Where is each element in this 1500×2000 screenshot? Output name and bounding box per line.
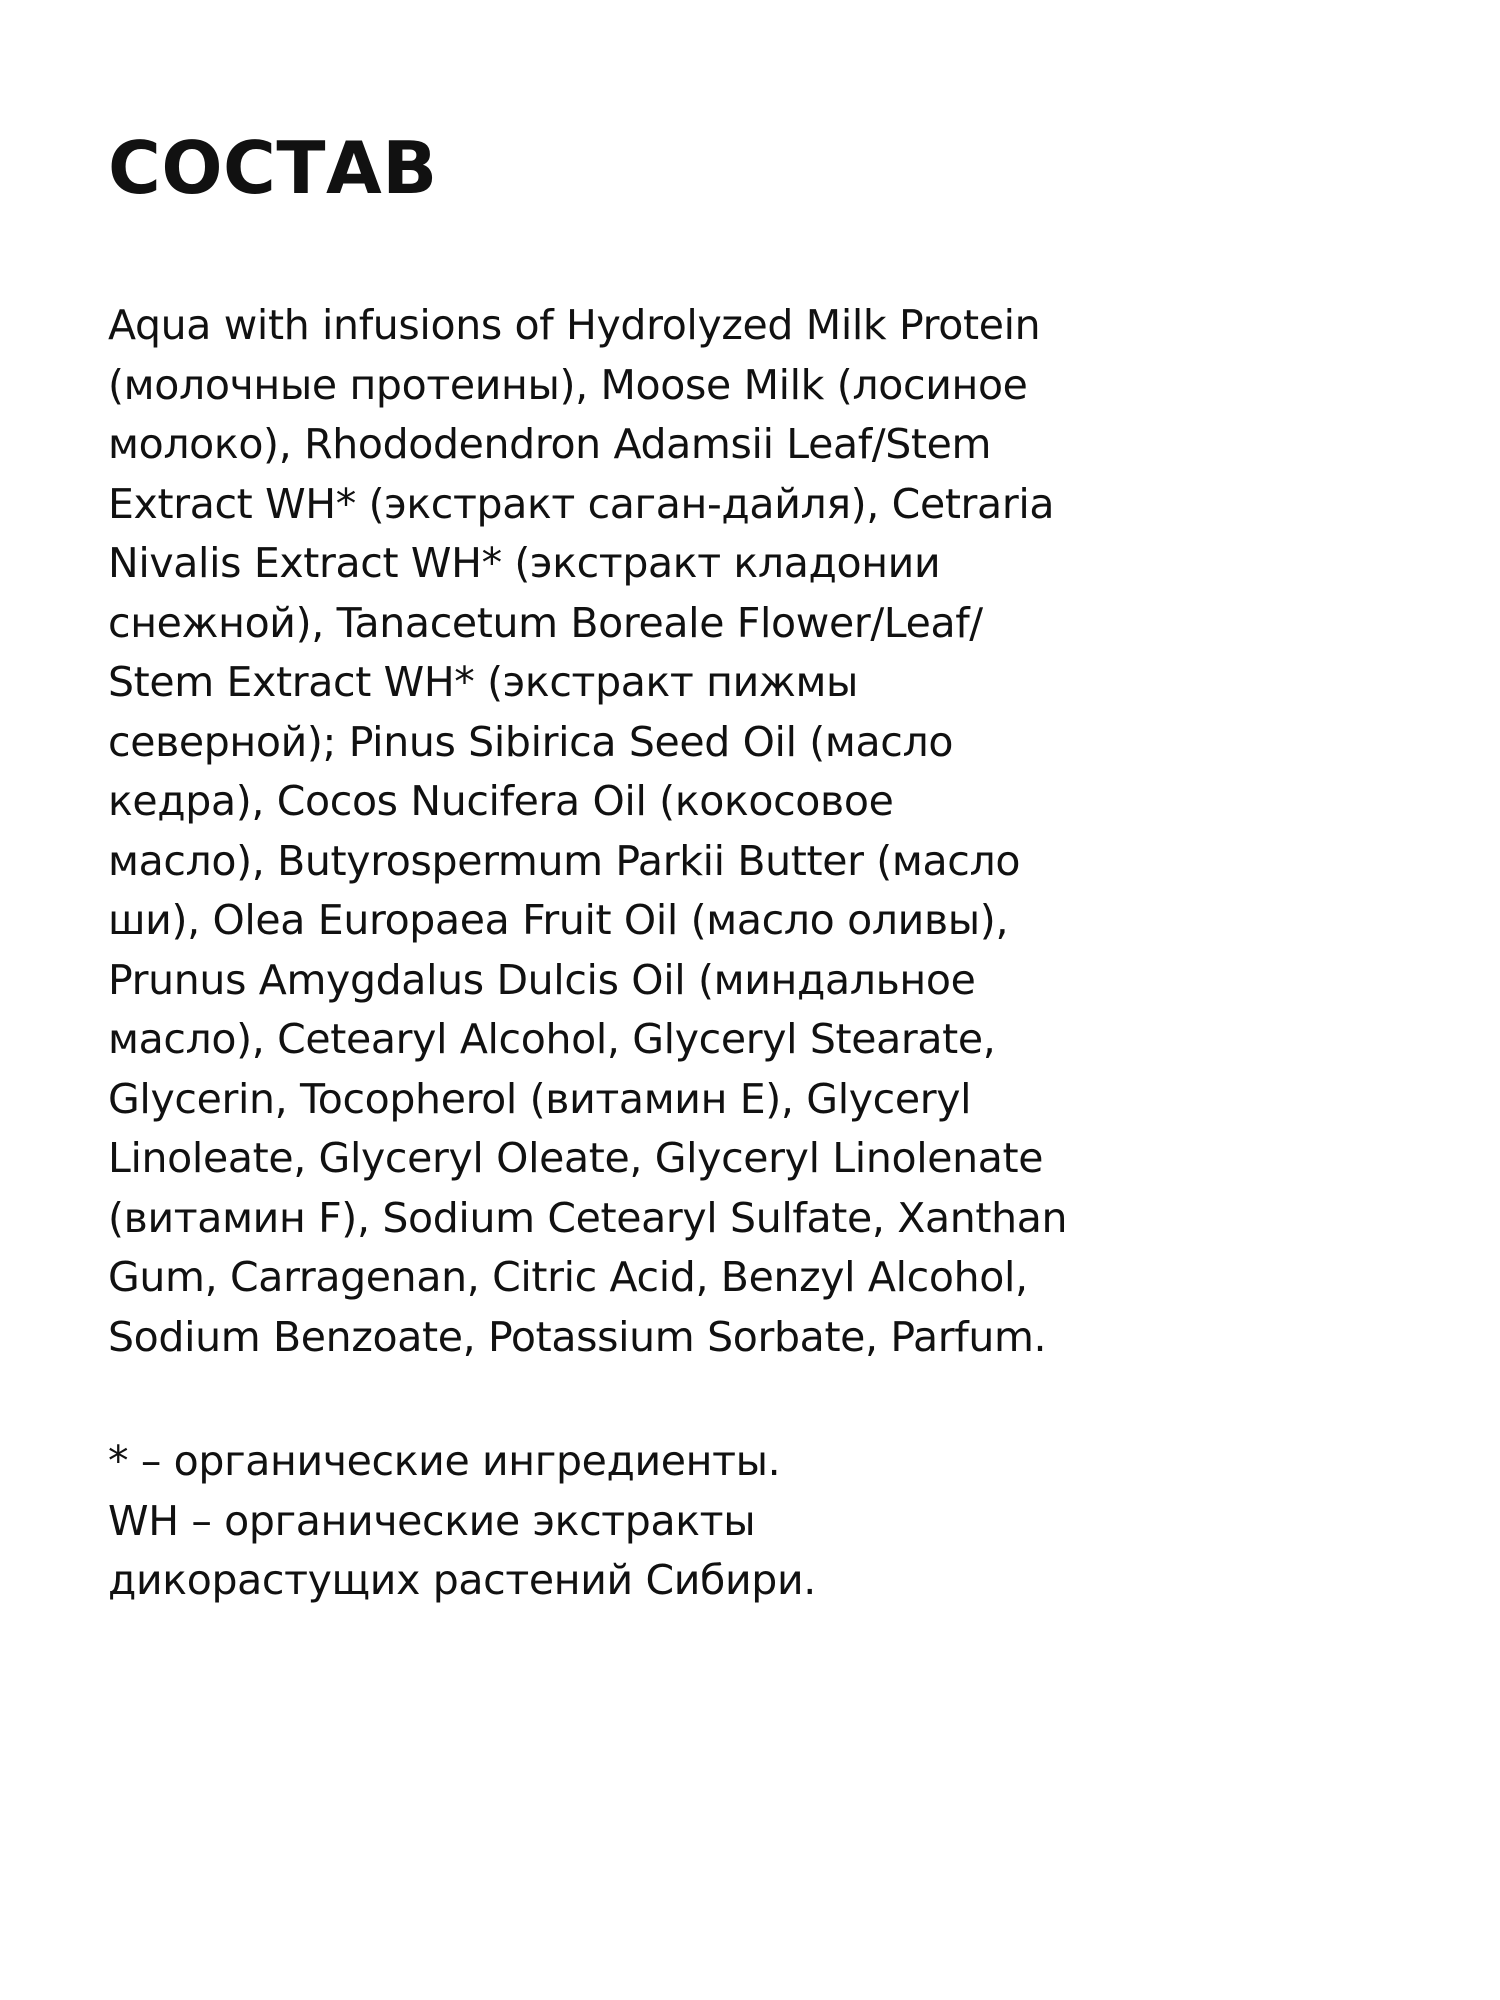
ingredient-line: ши), Olea Europaea Fruit Oil (масло оливы), [108,896,1009,944]
ingredients-list [108,296,1118,1367]
ingredient-line: снежной), Tanacetum Boreale Flower/Leaf/ [108,598,983,647]
ingredient-line: Nivalis Extract WH* (экстракт кладонии [108,539,941,587]
organic-note: * – органические ингредиенты. [108,1437,781,1485]
wh-note-line-2: дикорастущих растений Сибири. [108,1556,816,1604]
ingredient-line: (молочные протеины), Moose Milk (лосиное [108,360,1028,409]
ingredient-line: кедра), Cocos Nucifera Oil (кокосовое [108,777,894,825]
wh-note-line-1: WH – органические экстракты [108,1496,756,1545]
ingredient-line: (витамин F), Sodium Cetearyl Sulfate, Xanthan [108,1193,1068,1242]
ingredient-line: Stem Extract WH* (экстракт пижмы [108,658,859,706]
ingredient-line: Aqua with infusions of Hydrolyzed Milk Protein [108,301,1041,349]
ingredient-line: Linoleate, Glyceryl Oleate, Glyceryl Linolenate [108,1134,1044,1182]
ingredient-line: масло), Cetearyl Alcohol, Glyceryl Stearate, [108,1015,996,1063]
ingredient-line: Gum, Carragenan, Citric Acid, Benzyl Alcohol, [108,1253,1028,1301]
ingredient-line: Sodium Benzoate, Potassium Sorbate, Parfum. [108,1312,1047,1361]
ingredient-line: Glycerin, Tocopherol (витамин E), Glyceryl [108,1074,972,1123]
ingredient-line: Extract WH* (экстракт саган-дайля), Cetraria [108,479,1055,528]
ingredient-line: северной); Pinus Sibirica Seed Oil (масло [108,717,954,766]
page-title: СОСТАВ [108,126,438,210]
ingredient-line: Prunus Amygdalus Dulcis Oil (миндальное [108,955,976,1004]
ingredient-line: масло), Butyrospermum Parkii Butter (масло [108,836,1021,885]
ingredient-line: молоко), Rhododendron Adamsii Leaf/Stem [108,420,992,468]
notes-footnotes [108,1432,1118,1611]
